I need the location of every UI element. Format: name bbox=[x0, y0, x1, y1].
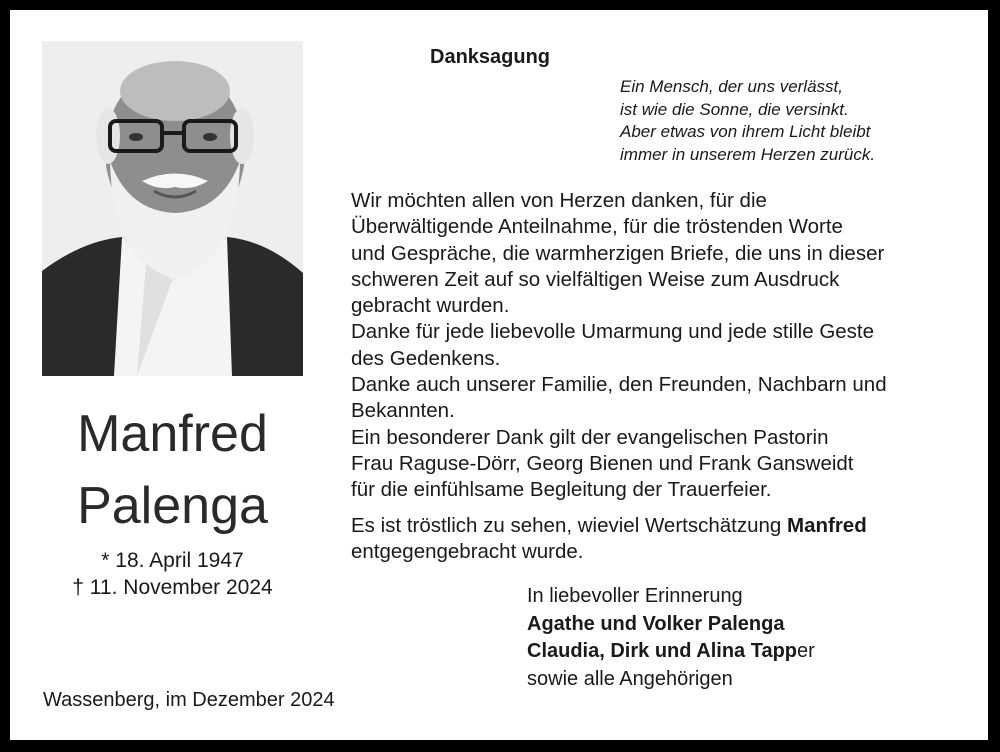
portrait-photo-icon bbox=[42, 41, 303, 376]
first-name: Manfred bbox=[77, 405, 268, 463]
poem bbox=[620, 76, 875, 166]
body-line: Wir möchten allen von Herzen danken, für die bbox=[351, 189, 767, 212]
body-line: Ein besonderer Dank gilt der evangelischen Pastorin bbox=[351, 425, 829, 449]
signature-family-2-regular: er bbox=[797, 640, 815, 662]
death-date: † 11. November 2024 bbox=[72, 576, 273, 599]
body-line: Danke für jede liebevolle Umarmung und jede stille Geste bbox=[351, 320, 875, 344]
poem-line: ist wie die Sonne, die versinkt. bbox=[620, 99, 849, 119]
closing-line-2: entgegengebracht wurde. bbox=[351, 540, 584, 564]
signature-family-2-bold: Claudia, Dirk und Alina Tapp bbox=[527, 640, 798, 662]
thank-you-text bbox=[351, 188, 887, 504]
body-line: Überwältigende Anteilnahme, für die tröstenden Worte bbox=[351, 215, 843, 239]
birth-date: * 18. April 1947 bbox=[101, 549, 244, 572]
body-line: und Gespräche, die warmherzigen Briefe, die uns in dieser bbox=[351, 241, 885, 265]
closing-prefix: Es ist tröstlich zu sehen, wieviel Wertschätzung bbox=[351, 514, 787, 537]
closing-line-1 bbox=[351, 513, 867, 539]
poem-line: Ein Mensch, der uns verlässt, bbox=[620, 77, 843, 96]
signature-family-2 bbox=[527, 638, 815, 666]
body-line: Frau Raguse-Dörr, Georg Bienen und Frank Gansweidt bbox=[351, 451, 854, 475]
signature-intro: In liebevoller Erinnerung bbox=[527, 585, 743, 607]
closing-text bbox=[351, 513, 867, 566]
body-line: schweren Zeit auf so vielfältigen Weise zum Ausdruck bbox=[351, 267, 840, 291]
body-line: Bekannten. bbox=[351, 399, 455, 423]
poem-line: Aber etwas von ihrem Licht bleibt bbox=[620, 122, 871, 141]
body-line: für die einfühlsame Begleitung der Trauerfeier. bbox=[351, 478, 772, 502]
signature-family-1: Agathe und Volker Palenga bbox=[527, 612, 785, 635]
notice-heading: Danksagung bbox=[430, 46, 551, 68]
signature-others: sowie alle Angehörigen bbox=[527, 667, 733, 690]
poem-line: immer in unserem Herzen zurück. bbox=[620, 144, 876, 164]
signature-block bbox=[527, 583, 815, 693]
last-name: Palenga bbox=[77, 477, 268, 535]
obituary-notice bbox=[10, 10, 988, 740]
body-line: gebracht wurden. bbox=[351, 294, 510, 318]
body-line: Danke auch unserer Familie, den Freunden, Nachbarn und bbox=[351, 373, 887, 397]
life-dates bbox=[42, 547, 303, 601]
body-line: des Gedenkens. bbox=[351, 346, 501, 370]
closing-name: Manfred bbox=[787, 514, 867, 537]
place-and-date: Wassenberg, im Dezember 2024 bbox=[43, 689, 335, 711]
